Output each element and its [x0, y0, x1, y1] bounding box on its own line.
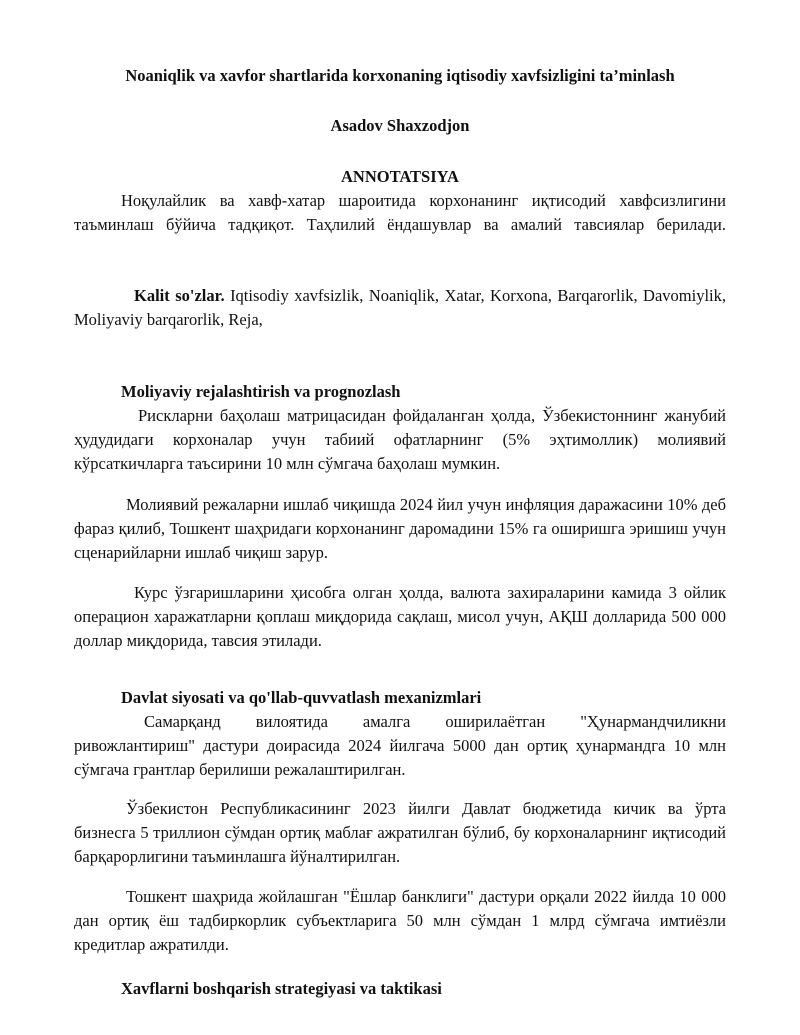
keywords-text: Iqtisodiy xavfsizlik, Noaniqlik, Xatar, Korxona, Barqarorlik, Davomiylik, Moliyaviy barqarorlik, Reja,: [74, 286, 726, 329]
author-name: Asadov Shaxzodjon: [330, 116, 470, 135]
section-paragraph: Рискларни баҳолаш матрицасидан фойдаланган ҳолда, Ўзбекистоннинг жанубий ҳудудидаги корхоналар учун табиий офатларнинг (5% эҳтимоллик) молиявий кўрсаткичларга таъсирини 10 млн сўмгача баҳолаш мумкин.: [74, 406, 726, 473]
section-heading: Moliyaviy rejalashtirish va prognozlash: [121, 382, 401, 401]
annotation-text: Ноқулайлик ва хавф-хатар шароитида корхонанинг иқтисодий хавфсизлигини таъминлаш бўйича тадқиқот. Таҳлилий ёндашувлар ва амалий тавсиялар берилади.: [74, 191, 726, 234]
section-paragraph: Ўзбекистон Республикасининг 2023 йилги Давлат бюджетида кичик ва ўрта бизнесга 5 триллион сўмдан ортиқ маблағ ажратилган бўлиб, бу корхоналарнинг иқтисодий барқарорлигини таъминлашга йўналтирилган.: [74, 799, 726, 866]
document-title: Noaniqlik va xavfor shartlarida korxonaning iqtisodiy xavfsizligini ta’minlash: [125, 66, 675, 85]
section-paragraph: Молиявий режаларни ишлаб чиқишда 2024 йил учун инфляция даражасини 10% деб фараз қилиб, Тошкент шаҳридаги корхонанинг даромадини 15% га оширишга эришиш учун сценарийларни ишлаб чиқиш зарур.: [74, 495, 726, 562]
section-paragraph: Самарқанд вилоятида амалга оширилаётган "Ҳунармандчиликни ривожлантириш" дастури доирасида 2024 йилгача 5000 дан ортиқ ҳунармандга 10 млн сўмгача грантлар берилиши режалаштирилган.: [74, 712, 726, 779]
keywords-paragraph: [74, 284, 726, 332]
section-heading: Davlat siyosati va qo'llab-quvvatlash mexanizmlari: [121, 688, 482, 707]
annotation-heading: ANNOTATSIYA: [341, 167, 459, 186]
section-heading: Xavflarni boshqarish strategiyasi va taktikasi: [121, 979, 442, 998]
section-paragraph: Курс ўзгаришларини ҳисобга олган ҳолда, валюта захираларини камида 3 ойлик операцион харажатларни қоплаш миқдорида сақлаш, мисол учун, АҚШ долларида 500 000 доллар миқдорида, тавсия этилади.: [74, 583, 726, 650]
keywords-label: Kalit so'zlar.: [134, 286, 225, 305]
section-paragraph: Тошкент шаҳрида жойлашган "Ёшлар банклиги" дастури орқали 2022 йилда 10 000 дан ортиқ ёш тадбиркорлик субъектларига 50 млн сўмдан 1 млрд сўмгача имтиёзли кредитлар ажратилди.: [74, 887, 726, 954]
